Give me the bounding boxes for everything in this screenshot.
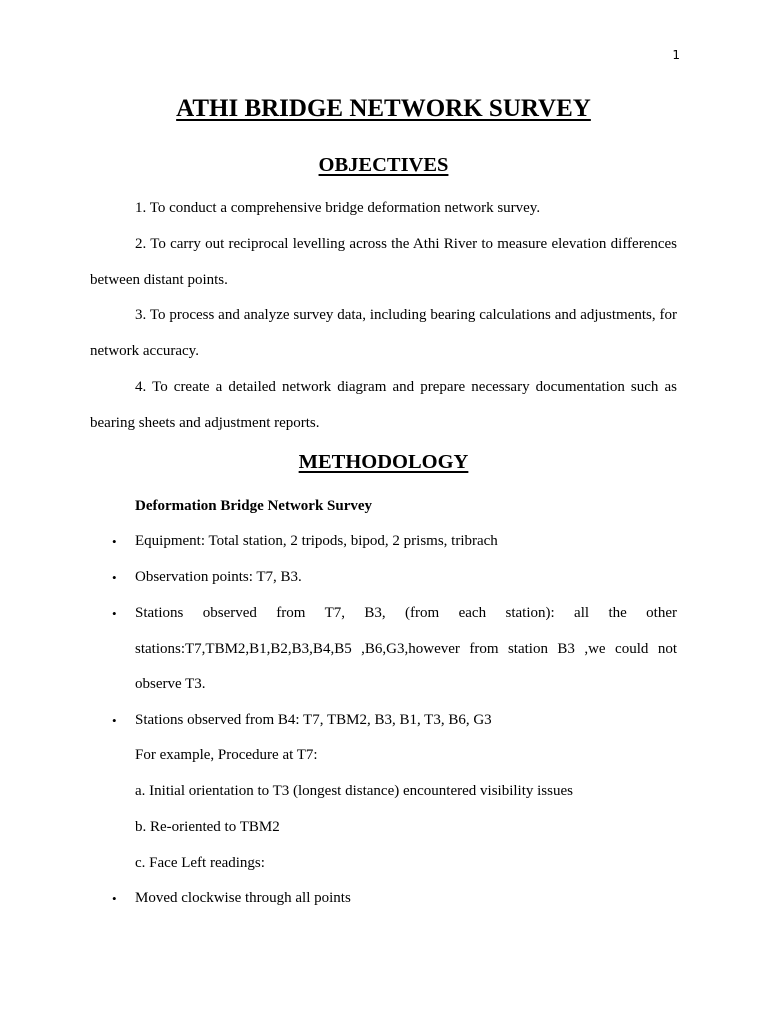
list-item — [112, 596, 677, 703]
bullet-text: Moved clockwise through all points — [135, 890, 351, 906]
bullet-icon: • — [112, 534, 117, 549]
bullet-icon: • — [112, 713, 117, 728]
page-number: 1 — [672, 48, 680, 62]
list-item — [112, 560, 677, 596]
bullet-icon: • — [112, 606, 117, 621]
procedure-step-a: a. Initial orientation to T3 (longest distance) encountered visibility issues — [135, 783, 573, 799]
bullet-text: Observation points: T7, B3. — [135, 569, 302, 585]
methodology-heading-text: METHODOLOGY — [298, 451, 469, 473]
bullet-text: Stations observed from B4: T7, TBM2, B3, B1, T3, B6, G3 — [135, 712, 492, 728]
methodology-subheading: Deformation Bridge Network Survey — [135, 498, 373, 514]
objectives-heading-text: OBJECTIVES — [318, 154, 449, 176]
bullet-text: Equipment: Total station, 2 tripods, bipod, 2 prisms, tribrach — [135, 533, 498, 549]
bullet-text: Stations observed from T7, B3, (from each station): all the other stations:T7,TBM2,B1,B2,B3,B4,B5 ,B6,G3,however from station B3 ,we could not observe T3. — [135, 605, 677, 693]
bullet-icon: • — [112, 570, 117, 585]
bullet-icon: • — [112, 891, 117, 906]
objective-item-4: 4. To create a detailed network diagram and prepare necessary documentation such as bearing sheets and adjustment reports. — [90, 379, 677, 431]
procedure-step-b: b. Re-oriented to TBM2 — [135, 819, 280, 835]
objective-item-2: 2. To carry out reciprocal levelling across the Athi River to measure elevation differences between distant points. — [90, 236, 677, 288]
list-item — [112, 703, 677, 739]
procedure-example-intro: For example, Procedure at T7: — [135, 747, 318, 763]
procedure-step-c: c. Face Left readings: — [135, 855, 265, 871]
list-item — [112, 881, 677, 917]
list-item — [112, 524, 677, 560]
objective-item-1: 1. To conduct a comprehensive bridge deformation network survey. — [135, 200, 541, 216]
objective-item-3: 3. To process and analyze survey data, including bearing calculations and adjustments, for network accuracy. — [90, 307, 677, 359]
document-title-text: ATHI BRIDGE NETWORK SURVEY — [176, 95, 591, 122]
